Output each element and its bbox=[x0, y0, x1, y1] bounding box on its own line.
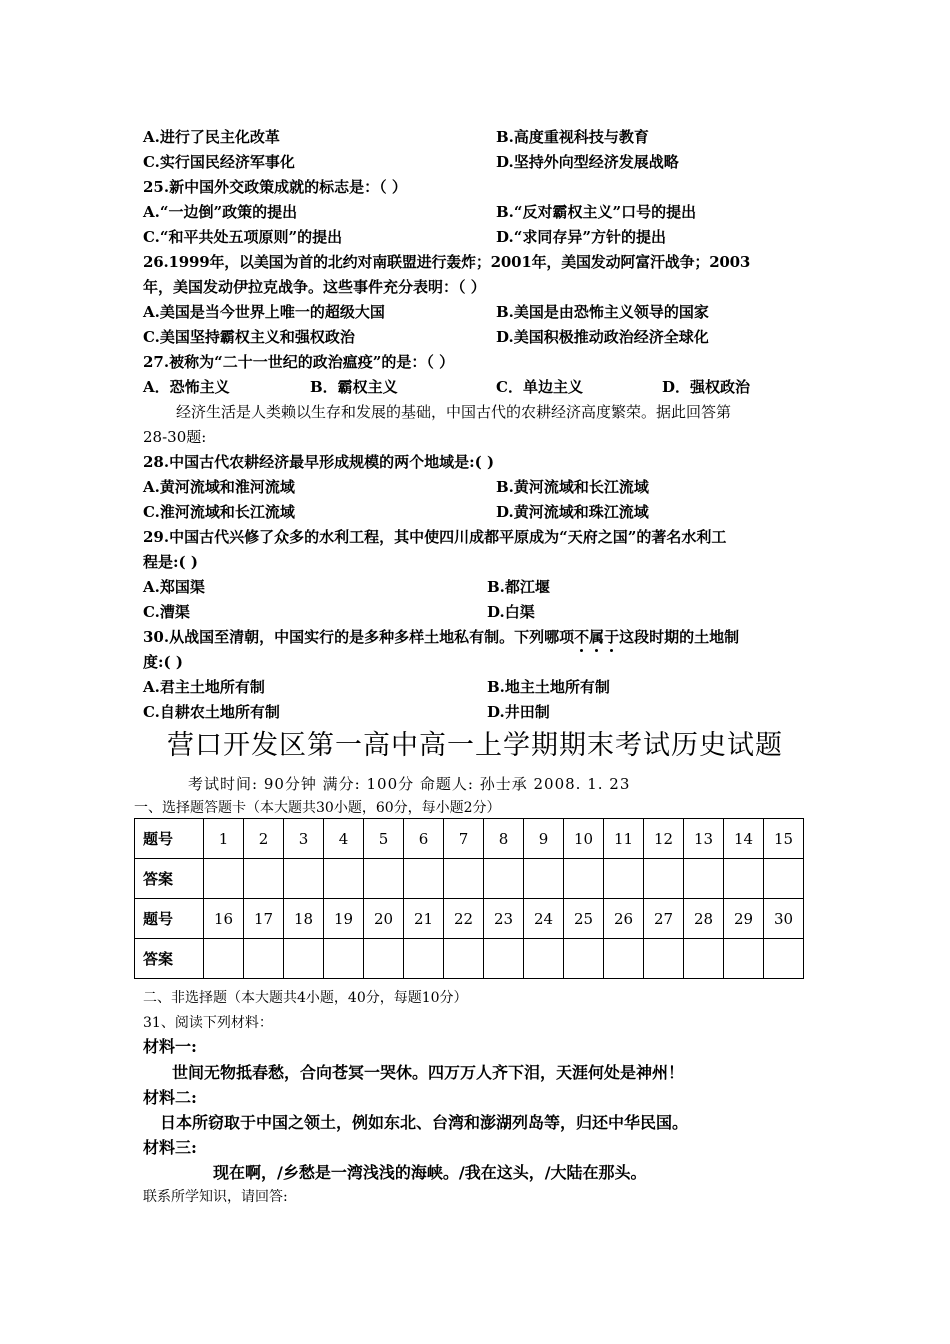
answer-cell[interactable] bbox=[444, 859, 484, 899]
qnum-cell: 3 bbox=[284, 819, 324, 859]
answer-cell[interactable] bbox=[484, 859, 524, 899]
answer-label: 答案 bbox=[135, 859, 204, 899]
answer-cell[interactable] bbox=[364, 859, 404, 899]
qnum-cell: 18 bbox=[284, 899, 324, 939]
answer-label: 答案 bbox=[135, 939, 204, 979]
answer-cell[interactable] bbox=[764, 939, 804, 979]
q25-option-c: C.“和平共处五项原则”的提出 bbox=[143, 228, 343, 246]
answer-cell[interactable] bbox=[604, 859, 644, 899]
qnum-cell: 21 bbox=[404, 899, 444, 939]
q29-option-b: B.都江堰 bbox=[487, 578, 550, 596]
q30-option-b: B.地主土地所有制 bbox=[487, 678, 610, 696]
answer-card-answer-row-1 bbox=[135, 859, 804, 899]
q29-stem-line2: 程是:( ) bbox=[143, 553, 198, 571]
qnum-cell: 20 bbox=[364, 899, 404, 939]
qnum-cell: 4 bbox=[324, 819, 364, 859]
q30-option-d: D.井田制 bbox=[487, 703, 550, 721]
material-1-text: 世间无物抵春愁，合向苍冥一哭休。四万万人齐下泪，天涯何处是神州！ bbox=[172, 1063, 685, 1082]
answer-cell[interactable] bbox=[564, 859, 604, 899]
material-1-label: 材料一: bbox=[143, 1037, 197, 1056]
qnum-cell: 19 bbox=[324, 899, 364, 939]
material-3-label: 材料三: bbox=[143, 1138, 197, 1157]
answer-cell[interactable] bbox=[764, 859, 804, 899]
q28-option-d: D.黄河流域和珠江流域 bbox=[496, 503, 649, 521]
answer-cell[interactable] bbox=[284, 939, 324, 979]
answer-card-table bbox=[134, 818, 804, 979]
qnum-cell: 14 bbox=[724, 819, 764, 859]
section2-heading: 二、非选择题（本大题共4小题，40分，每题10分） bbox=[143, 990, 468, 1006]
qnum-cell: 29 bbox=[724, 899, 764, 939]
q25-option-d: D.“求同存异”方针的提出 bbox=[496, 228, 666, 246]
qnum-cell: 13 bbox=[684, 819, 724, 859]
answer-cell[interactable] bbox=[684, 859, 724, 899]
q24-option-d: D.坚持外向型经济发展战略 bbox=[496, 153, 679, 171]
q25-option-b: B.“反对霸权主义”口号的提出 bbox=[496, 203, 697, 221]
intro-line1: 经济生活是人类赖以生存和发展的基础，中国古代的农耕经济高度繁荣。据此回答第 bbox=[176, 403, 732, 421]
qnum-cell: 1 bbox=[204, 819, 244, 859]
answer-cell[interactable] bbox=[324, 939, 364, 979]
q24-option-a: A.进行了民主化改革 bbox=[143, 128, 280, 146]
q29-option-d: D.白渠 bbox=[487, 603, 535, 621]
qnum-label: 题号 bbox=[135, 819, 204, 859]
qnum-cell: 28 bbox=[684, 899, 724, 939]
q30-stem-emphasis bbox=[574, 628, 619, 646]
q30-stem-pre: 30.从战国至清朝，中国实行的是多种多样土地私有制。下列哪项 bbox=[143, 628, 575, 646]
q30-stem-line1 bbox=[143, 627, 739, 647]
emphasis-char: 不 bbox=[574, 628, 590, 646]
q28-option-b: B.黄河流域和长江流域 bbox=[496, 478, 649, 496]
qnum-cell: 26 bbox=[604, 899, 644, 939]
material-3-text: 现在啊，/乡愁是一湾浅浅的海峡。/我在这头，/大陆在那头。 bbox=[213, 1163, 647, 1182]
answer-cell[interactable] bbox=[204, 939, 244, 979]
answer-cell[interactable] bbox=[524, 939, 564, 979]
q25-stem: 25.新中国外交政策成就的标志是：（ ） bbox=[143, 178, 407, 196]
q27-stem: 27.被称为“二十一世纪的政治瘟疫”的是：（ ） bbox=[143, 353, 455, 371]
q28-stem: 28.中国古代农耕经济最早形成规模的两个地域是:( ) bbox=[143, 453, 495, 471]
q29-option-c: C.漕渠 bbox=[143, 603, 190, 621]
q28-option-c: C.淮河流域和长江流域 bbox=[143, 503, 295, 521]
material-2-label: 材料二: bbox=[143, 1088, 197, 1107]
qnum-cell: 25 bbox=[564, 899, 604, 939]
qnum-label: 题号 bbox=[135, 899, 204, 939]
emphasis-char: 于 bbox=[604, 628, 620, 646]
q24-option-c: C.实行国民经济军事化 bbox=[143, 153, 295, 171]
answer-cell[interactable] bbox=[244, 939, 284, 979]
q30-option-c: C.自耕农土地所有制 bbox=[143, 703, 280, 721]
qnum-cell: 2 bbox=[244, 819, 284, 859]
qnum-cell: 7 bbox=[444, 819, 484, 859]
q30-option-a: A.君主土地所有制 bbox=[143, 678, 265, 696]
answer-cell[interactable] bbox=[644, 859, 684, 899]
qnum-cell: 5 bbox=[364, 819, 404, 859]
qnum-cell: 17 bbox=[244, 899, 284, 939]
q26-stem-line1: 26.1999年，以美国为首的北约对南联盟进行轰炸；2001年，美国发动阿富汗战争；2003 bbox=[143, 253, 751, 271]
qnum-cell: 11 bbox=[604, 819, 644, 859]
closing-prompt: 联系所学知识，请回答: bbox=[143, 1189, 288, 1205]
q29-stem-line1: 29.中国古代兴修了众多的水利工程，其中使四川成都平原成为“天府之国”的著名水利工 bbox=[143, 528, 727, 546]
intro-line2: 28-30题: bbox=[143, 428, 207, 446]
qnum-cell: 23 bbox=[484, 899, 524, 939]
answer-cell[interactable] bbox=[404, 939, 444, 979]
qnum-cell: 22 bbox=[444, 899, 484, 939]
qnum-cell: 30 bbox=[764, 899, 804, 939]
answer-cell[interactable] bbox=[444, 939, 484, 979]
qnum-cell: 8 bbox=[484, 819, 524, 859]
q24-option-b: B.高度重视科技与教育 bbox=[496, 128, 649, 146]
answer-cell[interactable] bbox=[524, 859, 564, 899]
answer-cell[interactable] bbox=[724, 939, 764, 979]
answer-cell[interactable] bbox=[484, 939, 524, 979]
answer-cell[interactable] bbox=[644, 939, 684, 979]
answer-cell[interactable] bbox=[364, 939, 404, 979]
q27-option-a: A．恐怖主义 bbox=[143, 378, 230, 396]
answer-cell[interactable] bbox=[724, 859, 764, 899]
q26-option-c: C.美国坚持霸权主义和强权政治 bbox=[143, 328, 355, 346]
q27-option-c: C．单边主义 bbox=[496, 378, 583, 396]
q30-stem-post: 这段时期的土地制 bbox=[619, 628, 740, 646]
answer-cell[interactable] bbox=[564, 939, 604, 979]
exam-title: 营口开发区第一高中高一上学期期末考试历史试题 bbox=[167, 730, 783, 761]
q26-option-a: A.美国是当今世界上唯一的超级大国 bbox=[143, 303, 385, 321]
answer-cell[interactable] bbox=[404, 859, 444, 899]
q27-option-b: B．霸权主义 bbox=[310, 378, 398, 396]
answer-cell[interactable] bbox=[324, 859, 364, 899]
answer-cell[interactable] bbox=[604, 939, 644, 979]
answer-card-qnum-row-2 bbox=[135, 899, 804, 939]
qnum-cell: 6 bbox=[404, 819, 444, 859]
q29-option-a: A.郑国渠 bbox=[143, 578, 205, 596]
q26-stem-line2: 年，美国发动伊拉克战争。这些事件充分表明：（ ） bbox=[143, 278, 486, 296]
qnum-cell: 12 bbox=[644, 819, 684, 859]
answer-cell[interactable] bbox=[284, 859, 324, 899]
q28-option-a: A.黄河流域和淮河流域 bbox=[143, 478, 295, 496]
qnum-cell: 15 bbox=[764, 819, 804, 859]
qnum-cell: 10 bbox=[564, 819, 604, 859]
material-2-text: 日本所窃取于中国之领土，例如东北、台湾和澎湖列岛等，归还中华民国。 bbox=[160, 1113, 689, 1132]
exam-info: 考试时间: 90分钟 满分: 100分 命题人: 孙士承 2008. 1. 23 bbox=[188, 775, 631, 793]
q30-stem-line2: 度:( ) bbox=[143, 653, 183, 671]
section1-heading: 一、选择题答题卡（本大题共30小题，60分，每小题2分） bbox=[134, 800, 501, 816]
answer-cell[interactable] bbox=[204, 859, 244, 899]
q26-option-b: B.美国是由恐怖主义领导的国家 bbox=[496, 303, 709, 321]
qnum-cell: 16 bbox=[204, 899, 244, 939]
answer-cell[interactable] bbox=[244, 859, 284, 899]
qnum-cell: 9 bbox=[524, 819, 564, 859]
q25-option-a: A.“一边倒”政策的提出 bbox=[143, 203, 298, 221]
q31-stem: 31、阅读下列材料： bbox=[143, 1015, 273, 1031]
q27-option-d: D．强权政治 bbox=[662, 378, 751, 396]
answer-cell[interactable] bbox=[684, 939, 724, 979]
answer-card-qnum-row-1 bbox=[135, 819, 804, 859]
qnum-cell: 24 bbox=[524, 899, 564, 939]
emphasis-char: 属 bbox=[589, 628, 605, 646]
qnum-cell: 27 bbox=[644, 899, 684, 939]
q26-option-d: D.美国积极推动政治经济全球化 bbox=[496, 328, 709, 346]
answer-card-answer-row-2 bbox=[135, 939, 804, 979]
